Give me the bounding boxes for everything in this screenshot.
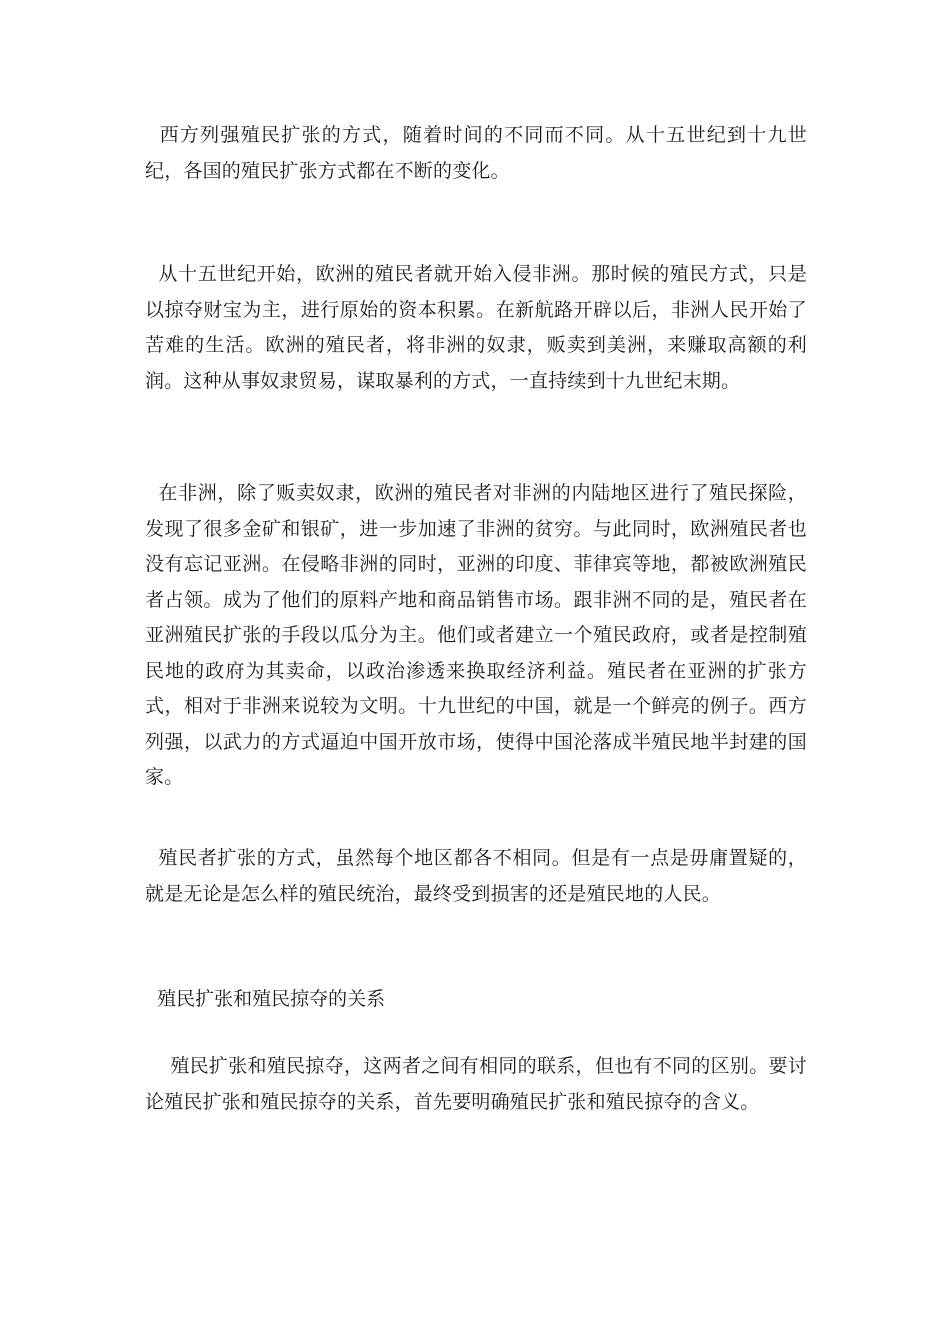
paragraph-1: 西方列强殖民扩张的方式，随着时间的不同而不同。从十五世纪到十九世纪，各国的殖民扩张方式都在不断的变化。 xyxy=(145,124,807,182)
section-heading: 殖民扩张和殖民掠夺的关系 xyxy=(145,988,386,1010)
paragraph-3: 在非洲，除了贩卖奴隶，欧洲的殖民者对非洲的内陆地区进行了殖民探险，发现了很多金矿和银矿，进一步加速了非洲的贫穷。与此同时，欧洲殖民者也没有忘记亚洲。在侵略非洲的同时，亚洲的印度、菲律宾等地，都被欧洲殖民者占领。成为了他们的原料产地和商品销售市场。跟非洲不同的是，殖民者在亚洲殖民扩张的手段以瓜分为主。他们或者建立一个殖民政府，或者是控制殖民地的政府为其卖命，以政治渗透来换取经济利益。殖民者在亚洲的扩张方式，相对于非洲来说较为文明。十九世纪的中国，就是一个鲜亮的例子。西方列强，以武力的方式逼迫中国开放市场，使得中国沦落成半殖民地半封建的国家。 xyxy=(145,482,807,788)
section-paragraph: 殖民扩张和殖民掠夺，这两者之间有相同的联系，但也有不同的区别。要讨论殖民扩张和殖民掠夺的关系，首先要明确殖民扩张和殖民掠夺的含义。 xyxy=(145,1055,807,1113)
paragraph-4: 殖民者扩张的方式，虽然每个地区都各不相同。但是有一点是毋庸置疑的，就是无论是怎么样的殖民统治，最终受到损害的还是殖民地的人民。 xyxy=(145,847,807,905)
paragraph-2: 从十五世纪开始，欧洲的殖民者就开始入侵非洲。那时候的殖民方式，只是以掠夺财宝为主，进行原始的资本积累。在新航路开辟以后，非洲人民开始了苦难的生活。欧洲的殖民者，将非洲的奴隶，贩卖到美洲，来赚取高额的利润。这种从事奴隶贸易，谋取暴利的方式，一直持续到十九世纪末期。 xyxy=(145,263,807,392)
